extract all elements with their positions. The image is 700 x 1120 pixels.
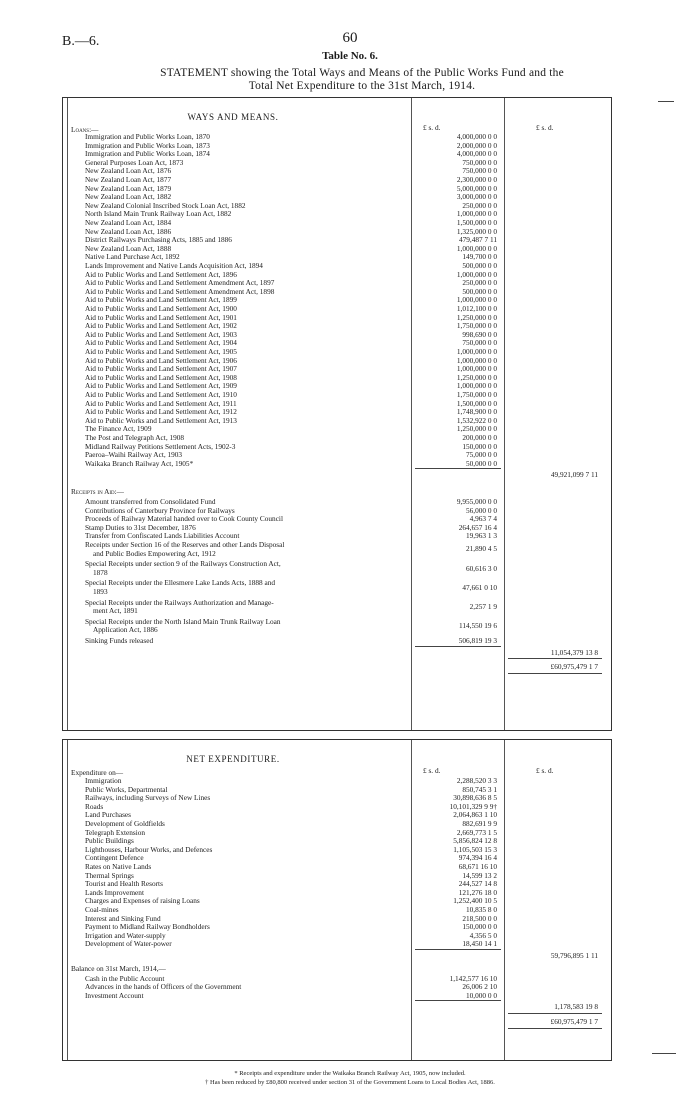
loan-amount: 1,000,000 0 0 [456, 381, 497, 391]
expenditure-description: Land Purchases [85, 810, 131, 820]
expenditure-amount: 882,691 9 9 [462, 819, 497, 828]
expenditure-description: Public Works, Departmental [85, 784, 168, 794]
loan-description: New Zealand Loan Act, 1876 [85, 166, 172, 176]
footnote-1: * Receipts and expenditure under the Waikaka Branch Railway Act, 1905, now included. [234, 1070, 466, 1077]
expenditure-amount: 18,450 14 1 [462, 939, 497, 949]
expenditure-description: Roads [85, 801, 104, 811]
balance-amount: 1,142,577 16 10 [449, 973, 497, 983]
loan-description: District Railways Purchasing Acts, 1885 and 1886 [85, 235, 232, 245]
loan-description: New Zealand Loan Act, 1879 [85, 183, 172, 193]
statement-line-2: Total Net Expenditure to the 31st March, 1914. [248, 80, 476, 92]
total-rule [508, 1013, 602, 1014]
total-rule [415, 1000, 501, 1001]
receipt-amount: 4,963 7 4 [469, 514, 497, 524]
expenditure-amount: 2,669,773 1 5 [456, 827, 497, 837]
page-number: 60 [342, 30, 358, 46]
loan-description: Aid to Public Works and Land Settlement Act, 1912 [85, 407, 237, 417]
loan-amount: 5,000,000 0 0 [456, 183, 497, 193]
loan-description: Aid to Public Works and Land Settlement Act, 1906 [85, 355, 237, 365]
loan-amount: 4,000,000 0 0 [456, 149, 497, 159]
receipts-total: 11,054,379 13 8 [550, 647, 598, 657]
balance-description: Cash in the Public Account [85, 973, 165, 983]
expenditure-amount: 121,276 18 0 [458, 887, 497, 897]
expenditure-description: Contingent Defence [85, 853, 144, 863]
loan-description: Aid to Public Works and Land Settlement Act, 1896 [85, 269, 237, 279]
expenditure-caption: Expenditure on— [71, 768, 124, 777]
loan-description: New Zealand Loan Act, 1886 [85, 226, 172, 236]
expenditure-amount: 244,527 14 8 [458, 879, 497, 889]
expenditure-description: Immigration [85, 776, 122, 785]
loan-amount: 1,750,000 0 0 [456, 390, 497, 399]
loan-amount: 250,000 0 0 [462, 278, 497, 288]
column-heading-2: £ s. d. [536, 766, 554, 775]
loan-description: Aid to Public Works and Land Settlement Act, 1909 [85, 381, 237, 391]
loan-description: Aid to Public Works and Land Settlement Act, 1901 [85, 312, 237, 322]
receipt-amount: 56,000 0 0 [465, 505, 497, 515]
receipt-amount: 21,890 4 5 [465, 544, 497, 554]
expenditure-amount: 150,000 0 0 [462, 922, 497, 932]
expenditure-description: Charges and Expenses of raising Loans [85, 896, 200, 906]
expenditure-description: Development of Goldfields [85, 819, 165, 828]
expenditure-amount: 5,856,824 12 8 [453, 836, 497, 846]
receipt-description: Sinking Funds released [85, 636, 154, 645]
margin-mark [652, 1053, 676, 1054]
loan-amount: 500,000 0 0 [462, 286, 497, 296]
loan-amount: 1,748,900 0 0 [456, 407, 497, 417]
receipt-description: Special Receipts under the North Island Main Trunk Railway Loan [85, 616, 281, 626]
loan-amount: 1,000,000 0 0 [456, 269, 497, 279]
loan-description: The Finance Act, 1909 [85, 424, 152, 434]
loan-description: Lands Improvement and Native Lands Acquisition Act, 1894 [85, 261, 263, 270]
expenditure-description: Interest and Sinking Fund [85, 913, 161, 923]
loan-amount: 1,000,000 0 0 [456, 364, 497, 374]
receipt-description: Application Act, 1886 [93, 625, 158, 635]
expenditure-amount: 1,105,503 15 3 [453, 844, 497, 854]
loan-description: General Purposes Loan Act, 1873 [85, 157, 184, 167]
loan-amount: 1,500,000 0 0 [456, 398, 497, 408]
receipt-description: Special Receipts under the Ellesmere Lake Lands Acts, 1888 and [85, 578, 276, 588]
balance-description: Investment Account [85, 990, 144, 1000]
expenditure-amount: 10,835 8 0 [465, 905, 497, 914]
loan-amount: 3,000,000 0 0 [456, 192, 497, 202]
loan-description: Immigration and Public Works Loan, 1870 [85, 132, 210, 141]
receipt-description: Amount transferred from Consolidated Fund [85, 497, 216, 506]
expenditure-amount: 1,252,400 10 5 [453, 896, 497, 906]
receipt-amount: 19,963 1 3 [465, 531, 497, 541]
loan-amount: 2,300,000 0 0 [456, 175, 497, 184]
loan-amount: 750,000 0 0 [462, 338, 497, 348]
expenditure-amount: 68,671 16 10 [458, 862, 497, 871]
receipt-description: Special Receipts under section 9 of the Railways Construction Act, [85, 559, 281, 569]
loan-amount: 500,000 0 0 [462, 261, 497, 270]
expenditure-description: Thermal Springs [85, 870, 134, 880]
column-rule-2 [504, 98, 505, 730]
loan-amount: 1,250,000 0 0 [456, 372, 497, 382]
loan-description: Aid to Public Works and Land Settlement Act, 1899 [85, 295, 237, 305]
receipt-description: and Public Bodies Empowering Act, 1912 [93, 548, 216, 558]
total-rule [508, 658, 602, 659]
loan-description: New Zealand Loan Act, 1884 [85, 218, 172, 227]
loan-amount: 1,000,000 0 0 [456, 355, 497, 365]
ways-and-means-title: WAYS AND MEANS. [187, 112, 279, 122]
margin-mark [658, 101, 674, 102]
total-rule [415, 949, 501, 950]
expenditure-amount: 30,898,636 8 5 [453, 793, 497, 803]
expenditure-description: Development of Water-power [85, 939, 172, 949]
loan-description: North Island Main Trunk Railway Loan Act, 1882 [85, 209, 232, 219]
receipt-description: 1893 [93, 587, 108, 596]
total-rule [415, 468, 501, 469]
expenditure-description: Railways, including Surveys of New Lines [85, 793, 211, 803]
column-heading-1: £ s. d. [423, 766, 441, 775]
receipt-amount: 2,257 1 9 [469, 601, 497, 611]
loans-total: 49,921,099 7 11 [550, 470, 598, 480]
loan-amount: 1,012,100 0 0 [456, 304, 497, 313]
loan-description: Aid to Public Works and Land Settlement Act, 1902 [85, 321, 237, 331]
receipts-caption: Receipts in Aid:— [71, 487, 124, 497]
receipt-amount: 9,955,000 0 0 [456, 497, 497, 506]
receipt-amount: 264,657 16 4 [458, 522, 497, 532]
loan-amount: 1,250,000 0 0 [456, 312, 497, 322]
loan-amount: 150,000 0 0 [462, 441, 497, 451]
balance-amount: 26,006 2 10 [462, 982, 497, 992]
loan-description: Native Land Purchase Act, 1892 [85, 252, 180, 262]
receipt-description: ment Act, 1891 [93, 606, 138, 616]
loan-amount: 479,487 7 11 [458, 235, 497, 245]
expenditure-description: Tourist and Health Resorts [85, 879, 163, 889]
expenditure-amount: 974,394 16 4 [458, 853, 497, 863]
receipt-description: Transfer from Confiscated Lands Liabilities Account [85, 531, 240, 541]
loan-amount: 1,532,922 0 0 [456, 415, 497, 425]
ways-and-means-table [62, 97, 612, 731]
expenditure-amount: 4,356 5 0 [469, 930, 497, 940]
receipt-description: Contributions of Canterbury Province for Railways [85, 505, 235, 515]
loan-description: Aid to Public Works and Land Settlement Act, 1905 [85, 347, 237, 356]
loan-amount: 1,000,000 0 0 [456, 347, 497, 356]
receipt-amount: 47,661 0 10 [462, 582, 497, 592]
loan-description: New Zealand Loan Act, 1882 [85, 192, 172, 202]
receipt-description: Proceeds of Railway Material handed over to Cook County Council [85, 514, 283, 524]
receipt-description: Receipts under Section 16 of the Reserves and other Lands Disposal [85, 540, 285, 549]
loan-description: New Zealand Colonial Inscribed Stock Loan Act, 1882 [85, 200, 246, 210]
balance-total: 1,178,583 19 8 [554, 1002, 598, 1012]
net-expenditure-table [62, 739, 612, 1061]
receipt-description: 1878 [93, 567, 108, 577]
loan-amount: 1,000,000 0 0 [456, 295, 497, 305]
receipt-description: Stamp Duties to 31st December, 1876 [85, 522, 196, 532]
loan-description: Waikaka Branch Railway Act, 1905* [85, 458, 194, 468]
loan-amount: 1,325,000 0 0 [456, 226, 497, 236]
column-heading-2: £ s. d. [536, 123, 554, 132]
statement-heading [62, 67, 662, 93]
total-rule [508, 1028, 602, 1029]
loan-amount: 1,750,000 0 0 [456, 321, 497, 331]
expenditure-description: Rates on Native Lands [85, 862, 152, 871]
expenditure-amount: 850,745 3 1 [462, 784, 497, 794]
loan-description: Aid to Public Works and Land Settlement Act, 1900 [85, 304, 237, 313]
loan-description: Aid to Public Works and Land Settlement Act, 1913 [85, 415, 237, 425]
receipt-amount: 114,550 19 6 [458, 621, 497, 631]
expenditure-description: Irrigation and Water-supply [85, 930, 166, 940]
loan-amount: 1,500,000 0 0 [456, 218, 497, 227]
loan-amount: 2,000,000 0 0 [456, 140, 497, 150]
loan-amount: 750,000 0 0 [462, 157, 497, 167]
receipt-amount: 60,616 3 0 [465, 563, 497, 573]
loan-description: New Zealand Loan Act, 1888 [85, 243, 172, 253]
loan-description: Aid to Public Works and Land Settlement Act, 1911 [85, 398, 237, 408]
expenditure-description: Telegraph Extension [85, 827, 146, 837]
receipt-amount: 506,819 19 3 [458, 636, 497, 645]
loan-description: Aid to Public Works and Land Settlement Act, 1910 [85, 390, 237, 399]
expenditure-description: Lighthouses, Harbour Works, and Defences [85, 844, 213, 854]
total-rule [508, 673, 602, 674]
expenditure-description: Coal-mines [85, 905, 119, 914]
loan-description: The Post and Telegraph Act, 1908 [85, 433, 185, 442]
expenditure-amount: 14,599 13 2 [462, 870, 497, 880]
loan-description: Paeroa–Waihi Railway Act, 1903 [85, 450, 183, 460]
balance-caption: Balance on 31st March, 1914,— [71, 964, 166, 973]
loan-description: Aid to Public Works and Land Settlement Act, 1907 [85, 364, 237, 374]
loan-amount: 1,250,000 0 0 [456, 424, 497, 434]
loan-amount: 998,690 0 0 [462, 329, 497, 339]
table-number: Table No. 6. [322, 50, 378, 62]
loan-description: Immigration and Public Works Loan, 1874 [85, 149, 210, 159]
total-rule [415, 646, 501, 647]
loan-description: Aid to Public Works and Land Settlement Amendment Act, 1898 [85, 286, 275, 296]
column-heading-1: £ s. d. [423, 123, 441, 132]
loan-description: Aid to Public Works and Land Settlement Act, 1904 [85, 338, 237, 348]
loans-caption: Loans:— [71, 125, 99, 134]
receipt-description: Special Receipts under the Railways Authorization and Manage- [85, 597, 274, 607]
expenditure-description: Lands Improvement [85, 887, 144, 897]
balance-amount: 10,000 0 0 [465, 990, 497, 1000]
expenditure-description: Public Buildings [85, 836, 134, 846]
net-expenditure-title: NET EXPENDITURE. [186, 754, 280, 764]
footnote-2: † Has been reduced by £80,800 received under section 31 of the Government Loans to Local Bodies Act, 1886. [205, 1079, 495, 1086]
expenditure-total: 59,796,895 1 11 [550, 951, 598, 960]
expenditure-description: Payment to Midland Railway Bondholders [85, 922, 210, 932]
statement-line-1: STATEMENT showing the Total Ways and Means of the Public Works Fund and the [160, 67, 564, 79]
loan-amount: 250,000 0 0 [462, 200, 497, 210]
balance-description: Advances in the hands of Officers of the Government [85, 982, 242, 992]
loan-description: Midland Railway Petitions Settlement Acts, 1902-3 [85, 441, 236, 451]
loan-description: Aid to Public Works and Land Settlement Act, 1908 [85, 372, 237, 382]
loan-description: Aid to Public Works and Land Settlement Amendment Act, 1897 [85, 278, 275, 288]
expenditure-amount: 218,500 0 0 [462, 913, 497, 923]
loan-amount: 75,000 0 0 [465, 450, 497, 460]
loan-amount: 200,000 0 0 [462, 433, 497, 442]
expenditure-amount: 10,101,329 9 9† [449, 801, 497, 811]
loan-description: Aid to Public Works and Land Settlement Act, 1903 [85, 329, 237, 339]
loan-description: Immigration and Public Works Loan, 1873 [85, 140, 210, 150]
loan-description: New Zealand Loan Act, 1877 [85, 175, 172, 184]
loan-amount: 750,000 0 0 [462, 166, 497, 176]
expenditure-amount: 2,288,520 3 3 [456, 776, 497, 785]
loan-amount: 149,700 0 0 [462, 252, 497, 262]
net-grand-total: £60,975,479 1 7 [550, 1017, 598, 1027]
loan-amount: 50,000 0 0 [465, 458, 497, 468]
expenditure-amount: 2,064,863 1 10 [453, 810, 497, 820]
loan-amount: 1,000,000 0 0 [456, 243, 497, 253]
loan-amount: 1,000,000 0 0 [456, 209, 497, 219]
column-rule-2 [504, 740, 505, 1060]
report-reference: B.—6. [62, 34, 100, 49]
ways-grand-total: £60,975,479 1 7 [550, 661, 598, 671]
loan-amount: 4,000,000 0 0 [456, 132, 497, 141]
